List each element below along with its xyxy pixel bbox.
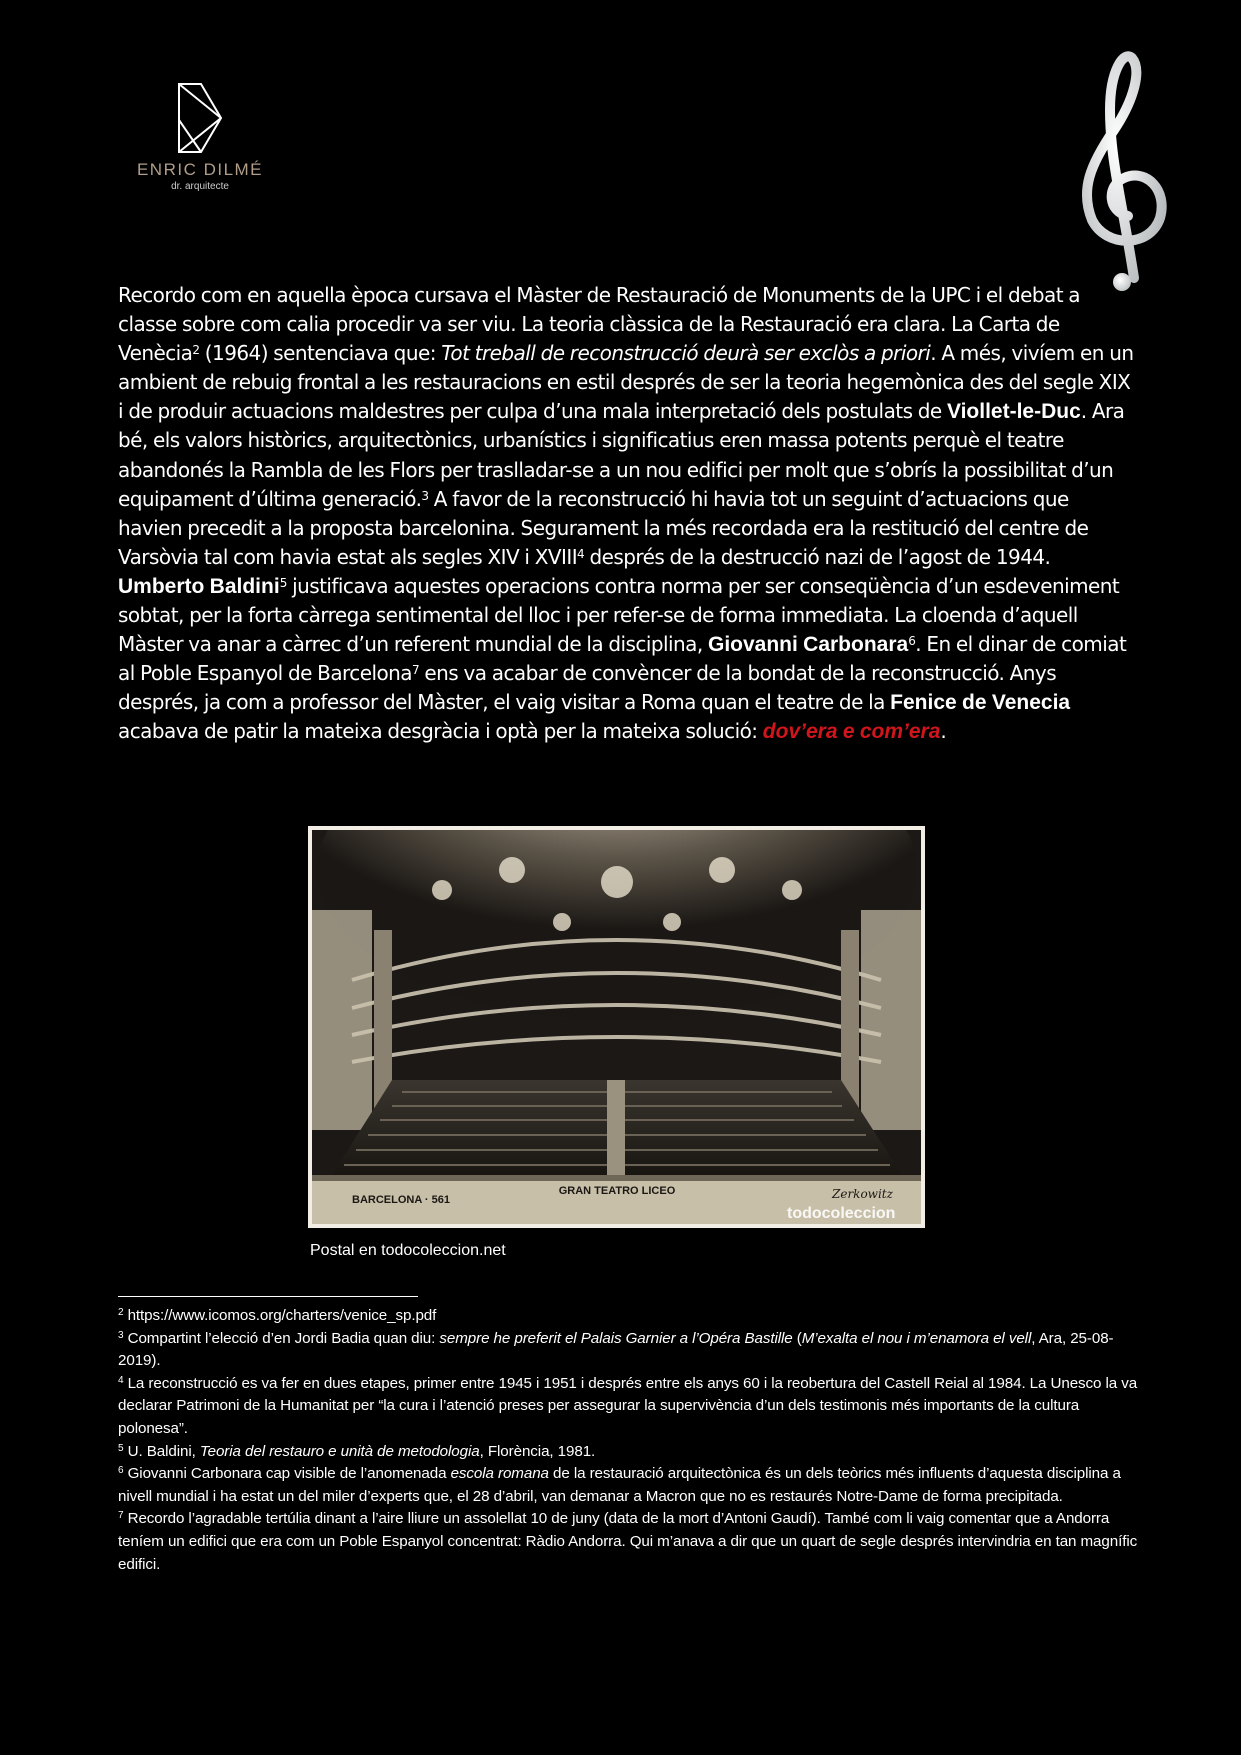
footnote-link[interactable]: https://www.icomos.org/charters/venice_sp.pdf (123, 1307, 437, 1324)
footnote-text: U. Baldini, (123, 1442, 200, 1460)
text-segment: justificava aquestes operacions contra norma per ser conseqüència d’un esdeveniment sobtat, per la forta càrrega sentimental del lloc i per refer-se de forma immediata. La cloenda d’aquell Màster va anar a càrrec d’un referent mundial de la disciplina, (118, 573, 1120, 657)
article-paragraph (118, 281, 1138, 747)
footnote-6 (118, 1463, 1138, 1508)
photo-label-barcelona: BARCELONA · 561 (352, 1194, 450, 1206)
footnote-book-title: Teoria del restauro e unità de metodologia (199, 1442, 480, 1460)
footnote-divider (118, 1296, 418, 1297)
footnote-ref-4[interactable]: 4 (577, 546, 585, 561)
footnote-ref-3[interactable]: 3 (421, 488, 429, 503)
footnote-quote: sempre he preferit el Palais Garnier a l’Opéra Bastille (439, 1329, 793, 1347)
photo-label-liceo: GRAN TEATRO LICEO (558, 1185, 676, 1197)
footnote-ref-5[interactable]: 5 (279, 575, 287, 590)
footnote-7 (118, 1508, 1138, 1576)
photo-signature: Zerkowitz (832, 1187, 893, 1201)
footnote-2 (118, 1305, 1138, 1328)
text-segment: acabava de patir la mateixa desgràcia i optà per la mateixa solució: (118, 719, 763, 744)
text-segment: . Ara bé, els valors històrics, arquitectònics, urbanístics i significatius eren massa potents perquè el teatre abandonés la Rambla de les Flors per traslladar-se a un nou edifici per molt que s’obrís la possibilitat d’un equipament d’última generació. (118, 399, 1125, 511)
quote-venice-charter: Tot treball de reconstrucció deurà ser exclòs a priori (441, 341, 931, 366)
footnote-source-title: M’exalta el nou i m’enamora el vell (801, 1329, 1032, 1347)
article-body (118, 281, 1138, 747)
footnote-ref-7[interactable]: 7 (411, 663, 420, 678)
text-segment: . A més, vivíem en un ambient de rebuig frontal a les restauracions en estil després de ser la teoria hegemònica des del segle XIX i de produir actuacions maldestres per culpa d’una mala interpretació dels postulats de (118, 341, 1134, 424)
treble-clef-icon (1050, 40, 1200, 300)
theatre-interior-illustration (312, 830, 921, 1224)
text-segment: (1964) sentenciava que: (199, 341, 442, 366)
footnote-3 (118, 1328, 1138, 1373)
photo-caption: Postal en todocoleccion.net (310, 1242, 506, 1259)
highlight-dovera-comera: dov’era e com’era (762, 720, 941, 744)
footnote-text: Giovanni Carbonara cap visible de l’anomenada (123, 1465, 451, 1483)
letter-d-monogram-icon (175, 82, 225, 154)
footnote-number: 3 (118, 1329, 124, 1341)
name-umberto-baldini: Umberto Baldini (118, 574, 280, 598)
footnote-text: Compartint l’elecció d’en Jordi Badia quan diu: (123, 1329, 440, 1347)
footnote-text: , Florència, 1981. (479, 1442, 596, 1460)
footnote-number: 4 (118, 1374, 124, 1386)
text-segment: ens va acabar de convèncer de la bondat de la reconstrucció. Anys després, ja com a professor del Màster, el vaig visitar a Roma quan el teatre de la (118, 661, 1057, 715)
theatre-postcard-photo (308, 826, 925, 1228)
footnote-text: ( (792, 1329, 802, 1347)
footnote-text: Recordo l’agradable tertúlia dinant a l’aire lliure un assolellat 10 de juny (data de la mort d’Antoni Gaudí). També com li vaig comentar que a Andorra teníem un edifici que era com un Poble Espanyol concentrat: Ràdio Andorra. Qui m’anava a dir que un quart de segle després intervindria en tan magnífic edifici. (118, 1510, 1138, 1573)
logo-subtitle: dr. arquitecte (171, 181, 229, 192)
footnote-number: 5 (118, 1442, 124, 1454)
text-segment: . (940, 719, 947, 744)
text-segment: Recordo com en aquella època cursava el Màster de Restauració de Monuments de la UPC i el debat a classe sobre com calia procedir va ser viu. La teoria clàssica de la Restauració era clara. La Carta de Venècia (118, 283, 1081, 366)
footnote-text: , Ara, 25-08-2019). (118, 1329, 1114, 1370)
footnote-5 (118, 1441, 1138, 1464)
footnote-4 (118, 1373, 1138, 1441)
name-viollet-le-duc: Viollet-le-Duc (946, 400, 1081, 424)
name-fenice-de-venecia: Fenice de Venecia (890, 691, 1071, 715)
text-segment: després de la destrucció nazi de l’agost de 1944. (584, 544, 1051, 569)
text-segment: A favor de la reconstrucció hi havia tot un seguint d’actuacions que havien precedit a la proposta barcelonina. Segurament la més recordada era la restitució del centre de Varsòvia tal com havia estat als segles XIV i XVIII (118, 486, 1089, 569)
company-logo (130, 82, 270, 192)
footnote-ref-2[interactable]: 2 (192, 343, 200, 358)
footnote-text: La reconstrucció es va fer en dues etapes, primer entre 1945 i 1951 i després entre els anys 60 i la reobertura del Castell Reial al 1984. La Unesco la va declarar Patrimoni de la Humanitat per “la cura i l’atenció preses per assegurar la supervivència d’un dels testimonis més importants de la cultura polonesa”. (118, 1374, 1138, 1437)
text-segment: . En el dinar de comiat al Poble Espanyol de Barcelona (118, 632, 1127, 686)
footnote-number: 7 (118, 1510, 124, 1522)
name-giovanni-carbonara: Giovanni Carbonara (707, 633, 909, 657)
footnote-number: 2 (118, 1307, 124, 1318)
footnote-term: escola romana (450, 1465, 549, 1483)
footnote-text: de la restauració arquitectònica és un dels teòrics més influents d’aquesta disciplina a nivell mundial i ha estat un del miler d’experts que, el 28 d’abril, van demanar a Macron que no es restaurés Notre-Dame de forma precipitada. (118, 1465, 1121, 1505)
footnotes (118, 1305, 1138, 1576)
footnote-ref-6[interactable]: 6 (908, 634, 916, 649)
logo-name: ENRIC DILMÉ (136, 160, 264, 179)
footnote-number: 6 (118, 1465, 124, 1477)
photo-watermark: todocoleccion (787, 1205, 896, 1222)
